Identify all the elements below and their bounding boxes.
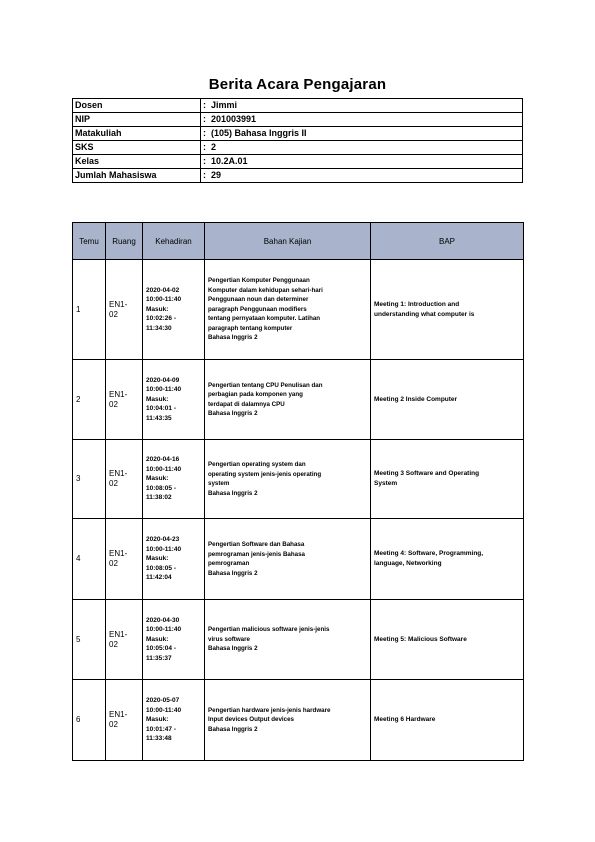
cell-kehadiran <box>143 260 205 360</box>
cell-bap <box>371 680 524 761</box>
cell-kehadiran-line: 10:00-11:40 <box>146 545 182 553</box>
cell-bap-line: Meeting 3 Software and Operating <box>374 470 480 477</box>
info-value: 2 <box>209 141 523 155</box>
cell-bahan-kajian-line: Komputer dalam kehidupan sehari-hari <box>208 286 323 294</box>
cell-kehadiran <box>143 440 205 519</box>
cell-bahan-kajian <box>205 360 371 440</box>
cell-kehadiran <box>143 360 205 440</box>
info-colon: : <box>201 99 210 113</box>
cell-bahan-kajian-line: Pengertian tentang CPU Penulisan dan <box>208 381 323 389</box>
cell-kehadiran-line: 2020-04-09 <box>146 376 180 384</box>
cell-bahan-kajian <box>205 440 371 519</box>
cell-ruang-line: 02 <box>109 559 118 568</box>
table-row <box>73 600 524 680</box>
cell-kehadiran-line: 2020-04-30 <box>146 616 180 624</box>
cell-temu: 2 <box>73 360 106 440</box>
cell-kehadiran <box>143 519 205 600</box>
cell-bahan-kajian-line: Bahasa Inggris 2 <box>208 489 258 497</box>
table-header-row <box>73 223 524 260</box>
table-row <box>73 260 524 360</box>
cell-kehadiran-line: 10:00-11:40 <box>146 626 182 634</box>
cell-kehadiran-line: Masuk: <box>146 395 169 403</box>
cell-ruang <box>106 440 143 519</box>
course-info-table <box>72 98 523 183</box>
cell-bahan-kajian-line: system <box>208 480 230 487</box>
cell-kehadiran-line: 2020-04-23 <box>146 536 180 544</box>
cell-ruang-line: 02 <box>109 720 118 729</box>
cell-bahan-kajian-line: perbagian pada komponen yang <box>208 391 303 398</box>
cell-bap-line: Meeting 6 Hardware <box>374 716 436 723</box>
cell-ruang <box>106 680 143 761</box>
cell-bahan-kajian-line: Pengertian operating system dan <box>208 461 306 468</box>
cell-temu: 6 <box>73 680 106 761</box>
cell-kehadiran-line: Masuk: <box>146 555 169 563</box>
info-row <box>73 113 523 127</box>
cell-kehadiran-line: 10:00-11:40 <box>146 296 182 304</box>
cell-bahan-kajian <box>205 260 371 360</box>
cell-temu: 1 <box>73 260 106 360</box>
cell-kehadiran-line: 10:08:05 - <box>146 484 176 492</box>
cell-ruang-line: EN1- <box>109 549 128 558</box>
cell-kehadiran-line: Masuk: <box>146 305 169 313</box>
info-row <box>73 127 523 141</box>
info-colon: : <box>201 155 210 169</box>
cell-bahan-kajian-line: paragraph Penggunaan modifiers <box>208 305 307 313</box>
cell-bap-line: understanding what computer is <box>374 310 475 318</box>
table-row <box>73 440 524 519</box>
info-value: Jimmi <box>209 99 523 113</box>
cell-kehadiran-line: 10:01:47 - <box>146 725 176 733</box>
cell-bap-line: Meeting 1: Introduction and <box>374 300 460 308</box>
info-label: Jumlah Mahasiswa <box>73 169 201 183</box>
table-row <box>73 519 524 600</box>
cell-bahan-kajian-line: Pengertian malicious software jenis-jenis <box>208 626 330 634</box>
cell-ruang-line: EN1- <box>109 299 128 309</box>
cell-bahan-kajian-line: Penggunaan noun dan determiner <box>208 296 309 304</box>
info-row <box>73 169 523 183</box>
cell-kehadiran-line: 11:42:04 <box>146 574 172 582</box>
cell-ruang <box>106 360 143 440</box>
cell-ruang-line: 02 <box>109 479 118 488</box>
cell-kehadiran-line: 10:04:01 - <box>146 405 176 413</box>
cell-kehadiran-line: 2020-04-02 <box>146 286 180 294</box>
cell-ruang-line: 02 <box>109 399 118 409</box>
cell-ruang-line: 02 <box>109 309 118 319</box>
info-label: SKS <box>73 141 201 155</box>
cell-kehadiran-line: Masuk: <box>146 716 169 724</box>
cell-bahan-kajian-line: Input devices Output devices <box>208 716 294 724</box>
cell-ruang-line: EN1- <box>109 389 128 399</box>
info-row <box>73 155 523 169</box>
cell-bahan-kajian-line: pemrograman <box>208 560 250 567</box>
teaching-record-table <box>72 222 524 761</box>
header-bahan-kajian: Bahan Kajian <box>205 223 371 260</box>
cell-kehadiran-line: 10:08:05 - <box>146 564 176 572</box>
info-colon: : <box>201 127 210 141</box>
cell-bap-line: Meeting 5: Malicious Software <box>374 635 467 643</box>
cell-bap-line: Meeting 2 Inside Computer <box>374 395 458 403</box>
cell-kehadiran-line: 10:00-11:40 <box>146 386 182 394</box>
cell-bap-line: Meeting 4: Software, Programming, <box>374 550 484 557</box>
cell-ruang-line: EN1- <box>109 469 128 478</box>
cell-ruang <box>106 519 143 600</box>
cell-ruang-line: EN1- <box>109 629 128 639</box>
cell-bap <box>371 260 524 360</box>
cell-kehadiran-line: 11:35:37 <box>146 654 172 662</box>
header-bap: BAP <box>371 223 524 260</box>
cell-bahan-kajian-line: Pengertian Komputer Penggunaan <box>208 277 310 285</box>
cell-bahan-kajian-line: operating system jenis-jenis operating <box>208 470 322 478</box>
cell-bahan-kajian <box>205 519 371 600</box>
cell-kehadiran-line: Masuk: <box>146 635 169 643</box>
cell-kehadiran <box>143 680 205 761</box>
info-value: 201003991 <box>209 113 523 127</box>
cell-kehadiran-line: 10:00-11:40 <box>146 706 182 714</box>
page-title: Berita Acara Pengajaran <box>208 76 387 93</box>
cell-bap <box>371 519 524 600</box>
cell-bahan-kajian-line: Pengertian Software dan Bahasa <box>208 541 305 548</box>
table-row <box>73 680 524 761</box>
cell-kehadiran-line: 11:34:30 <box>146 324 172 332</box>
cell-kehadiran-line: 11:38:02 <box>146 494 172 502</box>
cell-bahan-kajian-line: Bahasa Inggris 2 <box>208 645 258 653</box>
cell-kehadiran-line: 2020-04-16 <box>146 456 180 464</box>
cell-ruang <box>106 600 143 680</box>
cell-bap-line: System <box>374 480 398 487</box>
cell-bap <box>371 600 524 680</box>
cell-temu: 3 <box>73 440 106 519</box>
info-value: (105) Bahasa Inggris II <box>209 127 523 141</box>
cell-bahan-kajian-line: Pengertian hardware jenis-jenis hardware <box>208 706 331 714</box>
info-label: Matakuliah <box>73 127 201 141</box>
table-row <box>73 360 524 440</box>
info-value: 29 <box>209 169 523 183</box>
info-value: 10.2A.01 <box>209 155 523 169</box>
cell-bahan-kajian <box>205 600 371 680</box>
cell-temu: 5 <box>73 600 106 680</box>
cell-kehadiran-line: 11:43:35 <box>146 414 172 422</box>
cell-kehadiran-line: 11:33:48 <box>146 735 172 743</box>
cell-bahan-kajian-line: tentang pernyataan komputer. Latihan <box>208 315 321 323</box>
info-row <box>73 99 523 113</box>
info-label: Kelas <box>73 155 201 169</box>
cell-bahan-kajian <box>205 680 371 761</box>
header-ruang: Ruang <box>106 223 143 260</box>
cell-kehadiran-line: 10:05:04 - <box>146 645 176 653</box>
cell-kehadiran-line: Masuk: <box>146 475 169 483</box>
cell-bahan-kajian-line: Bahasa Inggris 2 <box>208 725 258 733</box>
info-colon: : <box>201 141 210 155</box>
info-label: Dosen <box>73 99 201 113</box>
cell-bahan-kajian-line: paragraph tentang komputer <box>208 324 293 332</box>
cell-kehadiran-line: 10:02:26 - <box>146 315 176 323</box>
info-colon: : <box>201 169 210 183</box>
cell-temu: 4 <box>73 519 106 600</box>
cell-kehadiran-line: 10:00-11:40 <box>146 465 182 473</box>
cell-bahan-kajian-line: Bahasa Inggris 2 <box>208 410 258 417</box>
header-kehadiran: Kehadiran <box>143 223 205 260</box>
cell-bap <box>371 440 524 519</box>
cell-kehadiran-line: 2020-05-07 <box>146 697 180 705</box>
cell-bahan-kajian-line: terdapat di dalamnya CPU <box>208 400 285 408</box>
cell-bap <box>371 360 524 440</box>
header-temu: Temu <box>73 223 106 260</box>
cell-bap-line: language, Networking <box>374 560 442 567</box>
cell-ruang-line: EN1- <box>109 710 128 719</box>
cell-kehadiran <box>143 600 205 680</box>
cell-bahan-kajian-line: Bahasa Inggris 2 <box>208 569 258 577</box>
info-row <box>73 141 523 155</box>
info-colon: : <box>201 113 210 127</box>
cell-ruang <box>106 260 143 360</box>
cell-bahan-kajian-line: virus software <box>208 635 250 643</box>
cell-ruang-line: 02 <box>109 639 118 649</box>
cell-bahan-kajian-line: pemrograman jenis-jenis Bahasa <box>208 550 305 558</box>
cell-bahan-kajian-line: Bahasa Inggris 2 <box>208 334 258 342</box>
info-label: NIP <box>73 113 201 127</box>
